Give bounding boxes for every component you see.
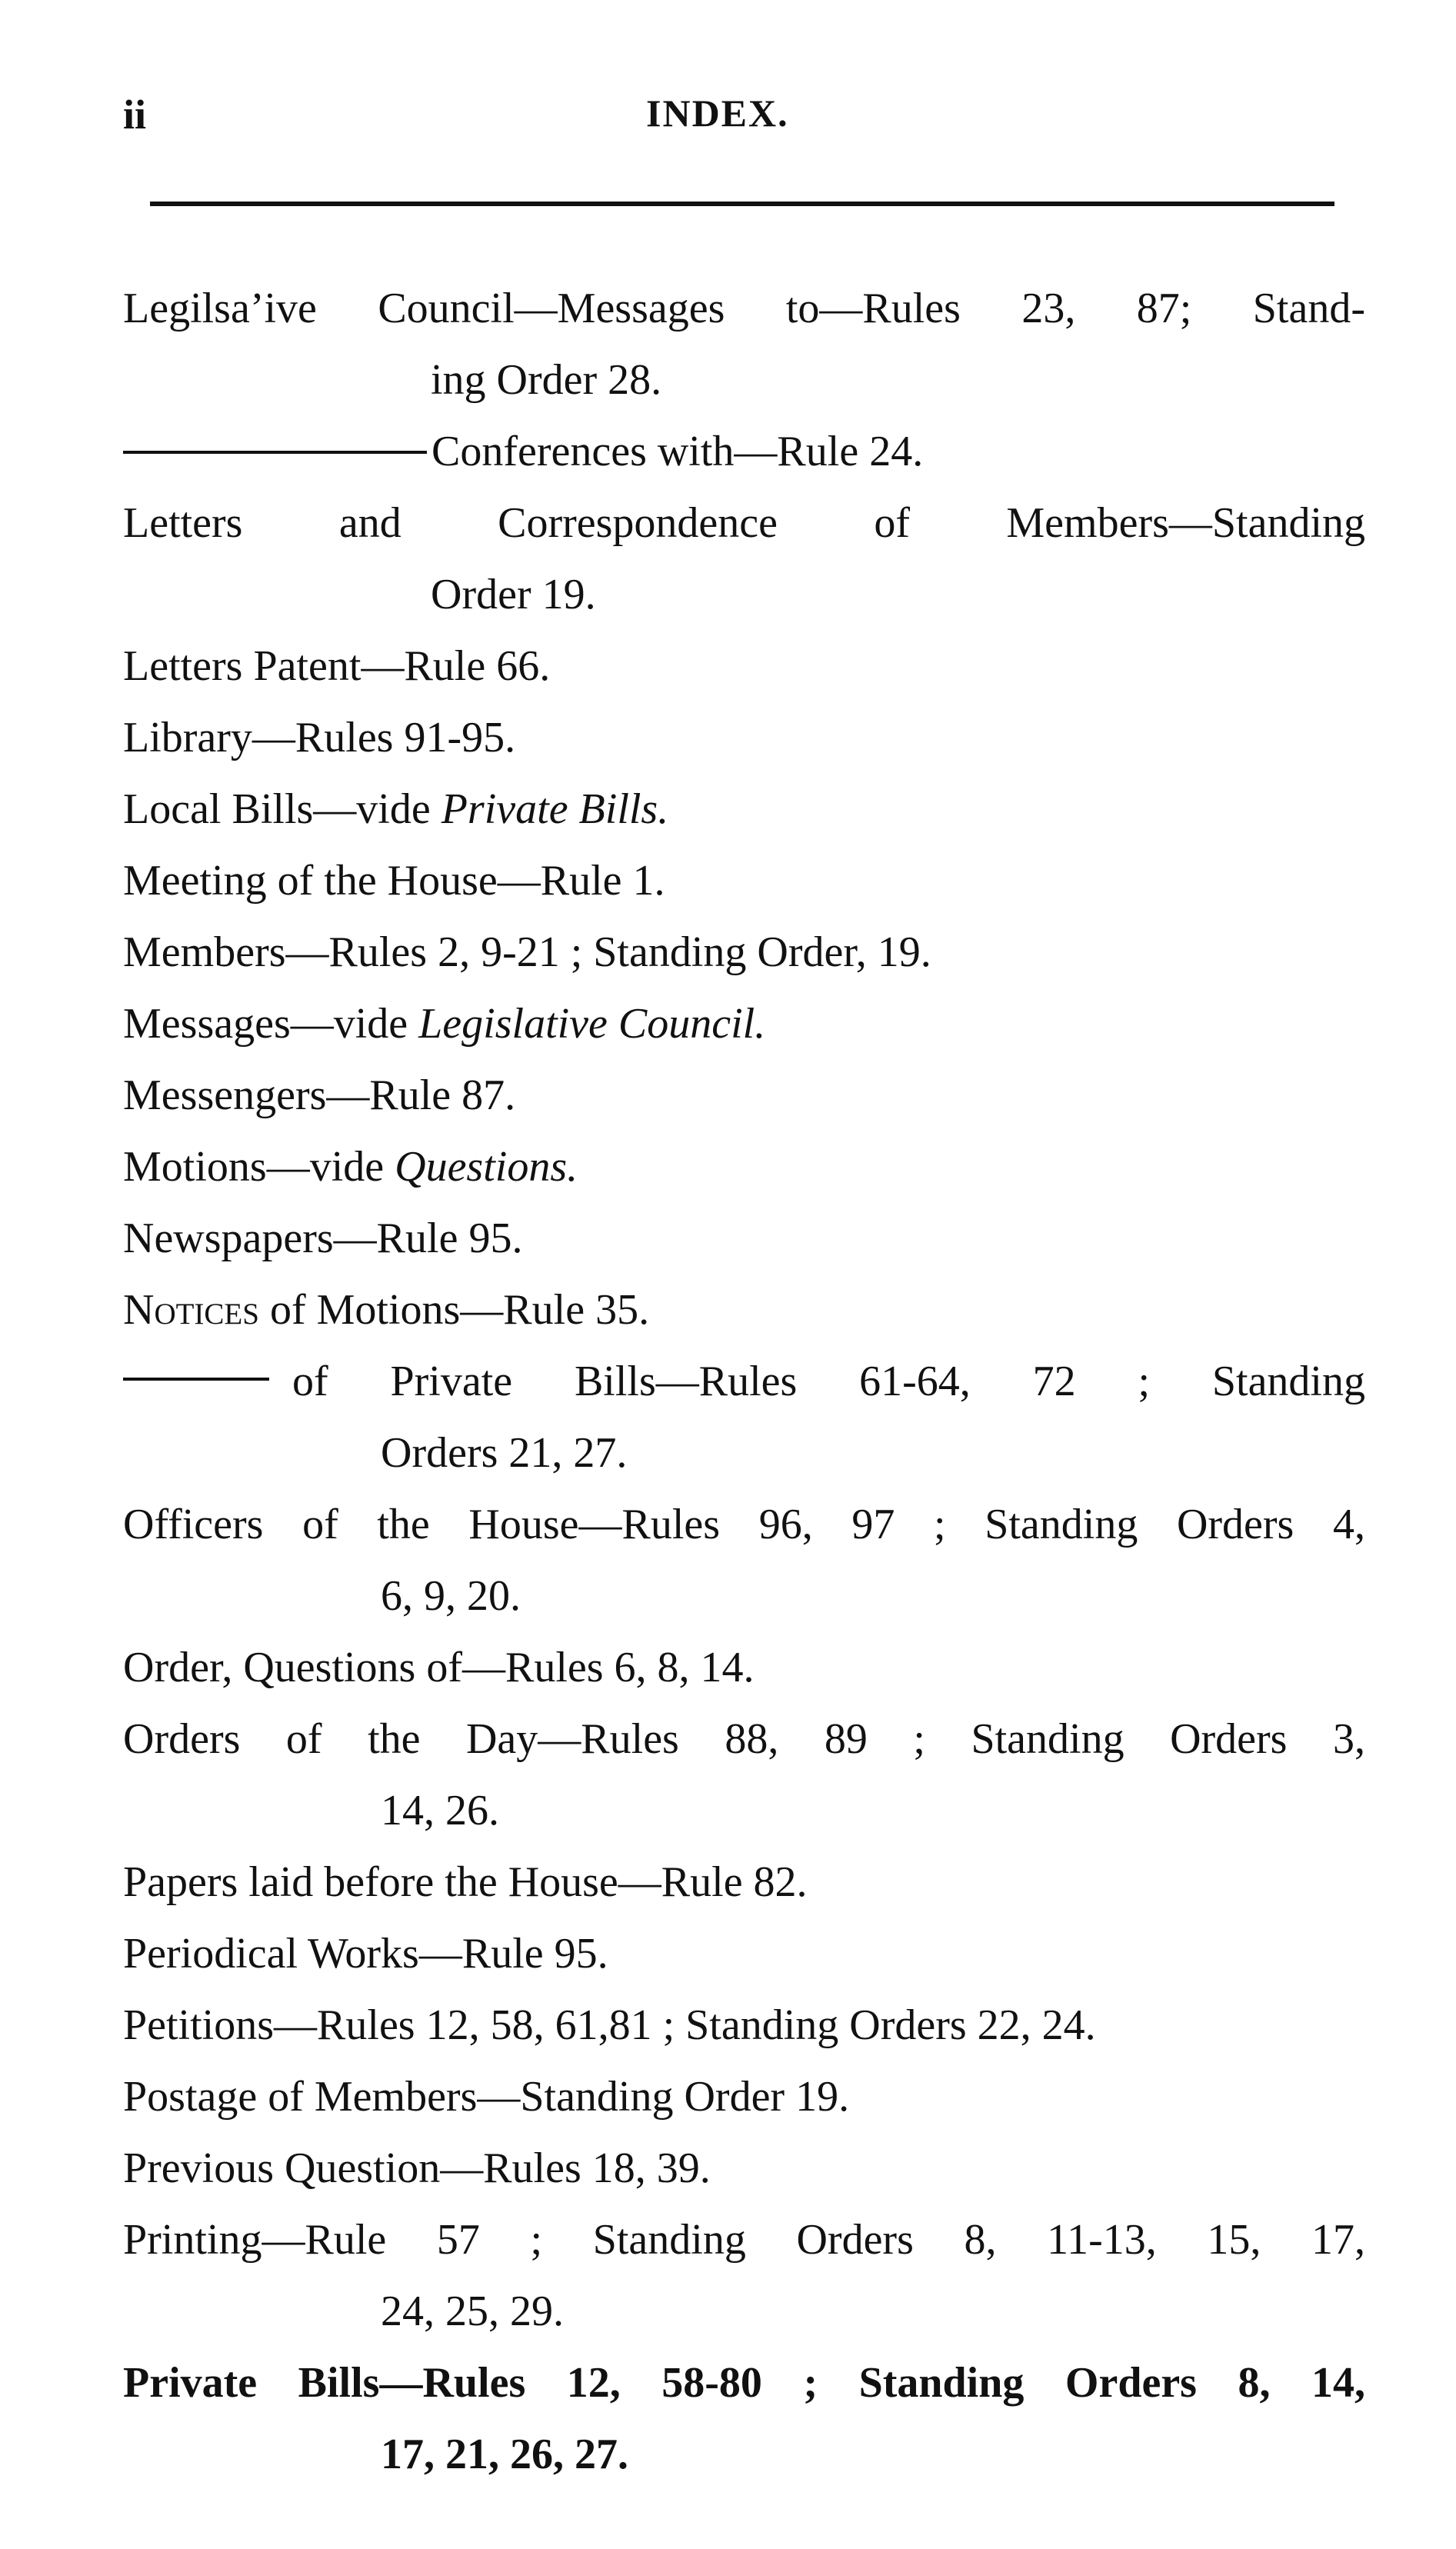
- index-entry: [123, 1274, 1365, 1346]
- entry-line: [123, 1346, 1365, 1418]
- ditto-dash: [123, 451, 427, 454]
- entry-line: Orders of the Day—Rules 88, 89 ; Standing Orders 3,: [123, 1715, 1365, 1763]
- index-entry: [123, 1131, 1365, 1203]
- entry-continuation: 14, 26.: [381, 1787, 499, 1834]
- entry-text: Motions—vide: [123, 1143, 395, 1191]
- entry-continuation: 24, 25, 29.: [381, 2287, 564, 2335]
- index-entry: [123, 1489, 1365, 1632]
- index-entry: [123, 488, 1365, 631]
- header-rule: [150, 202, 1334, 206]
- index-entry: [123, 2204, 1365, 2347]
- index-entry: Previous Question—Rules 18, 39.: [123, 2144, 711, 2192]
- index-entry: [123, 273, 1365, 416]
- entry-continuation: 17, 21, 26, 27.: [381, 2431, 628, 2478]
- index-entry: Members—Rules 2, 9-21 ; Standing Order, 19.: [123, 928, 931, 976]
- index-entry: [123, 1704, 1365, 1847]
- cross-reference: Private Bills.: [441, 785, 669, 833]
- cross-reference: Legislative Council.: [418, 1000, 766, 1048]
- index-entry: Postage of Members—Standing Order 19.: [123, 2073, 850, 2121]
- entry-text: Messages—vide: [123, 1000, 419, 1048]
- index-entry: Papers laid before the House—Rule 82.: [123, 1858, 808, 1906]
- index-entry: Messengers—Rule 87.: [123, 1071, 516, 1119]
- index-entry: Newspapers—Rule 95.: [123, 1215, 523, 1262]
- entry-text: Conferences with—Rule 24.: [431, 428, 924, 475]
- entry-line: Printing—Rule 57 ; Standing Orders 8, 11-13, 15, 17,: [123, 2216, 1365, 2264]
- entry-line: Officers of the House—Rules 96, 97 ; Standing Orders 4,: [123, 1501, 1365, 1548]
- entry-line: Legilsa’ive Council—Messages to—Rules 23, 87; Stand-: [123, 285, 1365, 332]
- ditto-dash: [123, 1378, 269, 1381]
- entry-continuation: 6, 9, 20.: [381, 1572, 521, 1620]
- index-entry: [123, 416, 1365, 488]
- entry-text: of Motions—Rule 35.: [258, 1286, 650, 1334]
- entry-continuation: ing Order 28.: [431, 356, 662, 404]
- index-entry: Petitions—Rules 12, 58, 61,81 ; Standing Orders 22, 24.: [123, 2001, 1096, 2049]
- entry-text: Local Bills—vide: [123, 785, 441, 833]
- entry-continuation: Order 19.: [431, 571, 596, 618]
- index-entries: [123, 273, 1365, 2491]
- entry-line: Letters and Correspondence of Members—Standing: [123, 499, 1365, 547]
- index-entry: Order, Questions of—Rules 6, 8, 14.: [123, 1644, 755, 1691]
- entry-continuation: Orders 21, 27.: [381, 1429, 628, 1477]
- index-entry: Meeting of the House—Rule 1.: [123, 857, 665, 905]
- index-entry: Letters Patent—Rule 66.: [123, 642, 551, 690]
- index-entry: Periodical Works—Rule 95.: [123, 1930, 608, 1978]
- page-title: INDEX.: [646, 92, 789, 135]
- page-header: [123, 91, 1354, 152]
- index-entry: [123, 1346, 1365, 1489]
- entry-text: of Private Bills—Rules 61-64, 72 ; Standing: [292, 1358, 1365, 1405]
- index-entry: [123, 2347, 1365, 2491]
- page-number: ii: [123, 92, 147, 138]
- cross-reference: Questions.: [395, 1143, 578, 1191]
- entry-headword: Notices: [123, 1286, 259, 1334]
- index-entry: [123, 988, 1365, 1060]
- index-entry: [123, 774, 1365, 845]
- entry-line: Private Bills—Rules 12, 58-80 ; Standing Orders 8, 14,: [123, 2359, 1365, 2407]
- index-entry: Library—Rules 91-95.: [123, 714, 516, 761]
